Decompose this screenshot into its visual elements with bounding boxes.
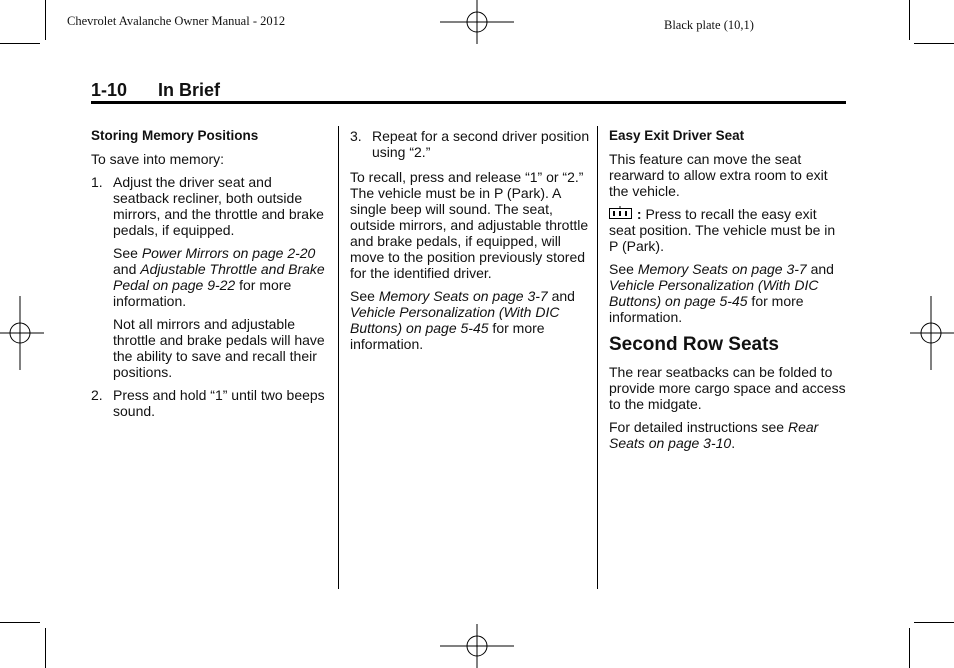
cross-reference: See Power Mirrors on page 2-20 and Adjustable Throttle and Brake Pedal on page 9-22 for more information. [113, 245, 325, 309]
paragraph: To save into memory: [91, 151, 225, 167]
list-number: 1. [91, 174, 103, 190]
list-item [91, 387, 331, 419]
plate-label: Black plate (10,1) [664, 18, 754, 32]
registration-mark-top [440, 0, 514, 44]
column-3 [609, 128, 846, 458]
easy-exit-seat-icon [609, 206, 633, 219]
reference-link: Vehicle Personalization (With DIC Buttons) on page 5-45 [609, 277, 819, 309]
registration-mark-right [910, 296, 954, 370]
paragraph: To recall, press and release “1” or “2.” The vehicle must be in P (Park). A single beep will sound. The seat, outside mirrors, and adjustable throttle and brake pedals, if equipped, will move to the position previously stored for the identified driver. [350, 169, 589, 281]
heading-rule [91, 101, 846, 104]
crop-mark [45, 0, 46, 40]
column-divider [338, 126, 339, 589]
column-2 [350, 128, 590, 359]
list-item [350, 128, 590, 160]
list-text: Adjust the driver seat and seatback recliner, both outside mirrors, and the throttle and brake pedals, if equipped. [113, 174, 324, 238]
reference-link: Rear Seats on page 3-10 [609, 419, 819, 451]
crop-mark [0, 43, 40, 44]
list-number: 3. [350, 128, 362, 144]
list-item [91, 174, 331, 238]
reference-link: Power Mirrors on page 2-20 [141, 245, 316, 261]
list-text: Press and hold “1” until two beeps sound. [113, 387, 325, 419]
subheading: Easy Exit Driver Seat [609, 128, 745, 143]
reference-link: Vehicle Personalization (With DIC Buttons) on page 5-45 [350, 304, 560, 336]
crop-mark [909, 0, 910, 40]
section-name: In Brief [158, 80, 221, 100]
column-1 [91, 128, 331, 426]
crop-mark [914, 622, 954, 623]
registration-mark-bottom [440, 624, 514, 668]
manual-title: Chevrolet Avalanche Owner Manual - 2012 [67, 14, 286, 28]
reference-link: Memory Seats on page 3-7 [637, 261, 807, 277]
page-number: 1-10 [91, 80, 128, 100]
crop-mark [0, 622, 40, 623]
registration-mark-left [0, 296, 44, 370]
cross-reference: See Memory Seats on page 3-7 and Vehicle Personalization (With DIC Buttons) on page 5-45 for more information. [350, 288, 575, 352]
crop-mark [914, 43, 954, 44]
list-number: 2. [91, 387, 103, 403]
subheading: Storing Memory Positions [91, 128, 259, 143]
page-heading [91, 80, 220, 101]
icon-description: : Press to recall the easy exit seat position. The vehicle must be in P (Park). [609, 206, 836, 254]
list-text: Repeat for a second driver position using “2.” [372, 128, 590, 160]
reference-link: Adjustable Throttle and Brake Pedal on page 9-22 [113, 261, 325, 293]
note: Not all mirrors and adjustable throttle and brake pedals will have the ability to save and recall their positions. [113, 316, 325, 380]
column-divider [597, 126, 598, 589]
reference-link: Memory Seats on page 3-7 [378, 288, 548, 304]
crop-mark [45, 628, 46, 668]
paragraph: The rear seatbacks can be folded to provide more cargo space and access to the midgate. [609, 364, 846, 412]
paragraph: This feature can move the seat rearward to allow extra room to exit the vehicle. [609, 151, 828, 199]
cross-reference: For detailed instructions see Rear Seats on page 3-10. [609, 419, 819, 451]
section-title: Second Row Seats [609, 334, 779, 355]
cross-reference: See Memory Seats on page 3-7 and Vehicle Personalization (With DIC Buttons) on page 5-45 for more information. [609, 261, 834, 325]
crop-mark [909, 628, 910, 668]
